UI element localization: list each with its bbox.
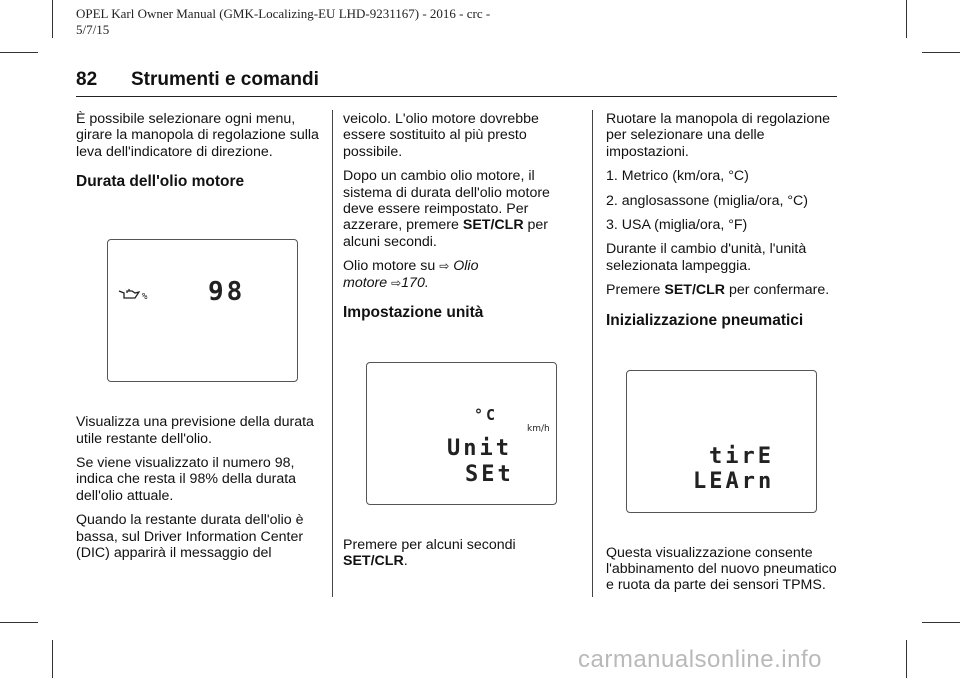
paragraph	[606, 282, 838, 298]
page-number: 82	[76, 69, 98, 90]
display-line-1: tirE	[709, 443, 774, 469]
crop-mark	[52, 640, 53, 678]
heading-tire-learn: Inizializzazione pneumatici	[606, 311, 804, 329]
document-meta	[76, 6, 536, 38]
tire-learn-display	[626, 370, 817, 513]
text: .	[403, 553, 408, 570]
display-line-1: Unit	[447, 436, 512, 462]
list-item: 3. USA (miglia/ora, °F)	[606, 217, 748, 234]
paragraph: Questa visualizzazione consente l'abbinamento del nuovo pneumatico e ruota da parte dei sensori TPMS.	[606, 544, 837, 594]
intro-paragraph: È possibile selezionare ogni menu, girare la manopola di regolazione sulla leva dell'indicatore di direzione.	[76, 111, 319, 160]
oil-can-icon	[118, 288, 140, 300]
text: Premere per alcuni secondi	[343, 537, 516, 554]
temperature-unit: °C	[474, 406, 499, 425]
list-item: 2. anglosassone (miglia/ora, °C)	[606, 192, 809, 209]
arrow-right-icon: ⇨	[439, 259, 450, 274]
display-line-2: SEt	[465, 462, 514, 488]
oil-life-value: 98	[208, 277, 246, 308]
heading-oil-life: Durata dell'olio motore	[76, 173, 245, 191]
document-meta-line: OPEL Karl Owner Manual (GMK-Localizing-EU LHD-9231167) - 2016 - crc -	[76, 6, 491, 21]
column-divider	[592, 110, 593, 597]
paragraph	[343, 537, 565, 570]
heading-unit-setting: Impostazione unità	[343, 304, 484, 322]
column-1	[76, 111, 322, 569]
key-label: SET/CLR	[462, 217, 524, 234]
text: Dopo un cambio olio motore, il sistema di durata dell'olio motore deve essere reimpostato. Per azzerare, premere	[343, 168, 550, 234]
list-item: 1. Metrico (km/ora, °C)	[606, 168, 749, 185]
display-line-2: LEArn	[693, 468, 775, 494]
column-divider	[332, 110, 333, 597]
reference-link[interactable]: motore	[343, 274, 388, 291]
reference-link[interactable]: Olio	[453, 258, 479, 275]
key-label: SET/CLR	[343, 553, 404, 570]
unit-setting-display	[366, 362, 557, 505]
crop-mark	[922, 52, 960, 53]
text: per confermare.	[729, 282, 830, 299]
percent-symbol: %	[142, 292, 148, 303]
crop-mark	[922, 622, 960, 623]
arrow-right-icon: ⇨	[391, 275, 402, 290]
crop-mark	[52, 0, 53, 38]
paragraph: Durante il cambio d'unità, l'unità selezionata lampeggia.	[606, 241, 807, 274]
paragraph: Se viene visualizzato il numero 98, indica che resta il 98% della durata dell'olio attuale.	[76, 455, 297, 504]
cross-reference: Olio motore su ⇨ Olio motore ⇨170.	[343, 258, 479, 291]
column-3	[606, 111, 838, 602]
reference-page[interactable]: 170	[401, 274, 425, 291]
paragraph: veicolo. L'olio motore dovrebbe essere sostituito al più presto possibile.	[343, 111, 539, 160]
header-rule	[76, 96, 837, 97]
paragraph: Visualizza una previsione della durata utile restante dell'olio.	[76, 414, 314, 447]
section-title: Strumenti e comandi	[131, 69, 319, 90]
text: Premere	[606, 282, 661, 299]
column-2	[343, 111, 565, 578]
paragraph: Quando la restante durata dell'olio è bassa, sul Driver Information Center (DIC) apparirà il messaggio del	[76, 512, 304, 562]
text: Olio motore su	[343, 258, 436, 275]
text: per alcuni secondi.	[343, 217, 549, 250]
oil-life-display	[107, 239, 298, 382]
crop-mark	[906, 640, 907, 678]
key-label: SET/CLR	[664, 282, 726, 299]
crop-mark	[0, 622, 38, 623]
document-meta-date: 5/7/15	[76, 22, 110, 37]
paragraph: Ruotare la manopola di regolazione per selezionare una delle impostazioni.	[606, 111, 830, 160]
watermark: carmanualsonline.info	[578, 646, 822, 673]
crop-mark	[906, 0, 907, 38]
paragraph	[343, 168, 565, 250]
speed-unit: km/h	[527, 424, 550, 435]
crop-mark	[0, 52, 38, 53]
